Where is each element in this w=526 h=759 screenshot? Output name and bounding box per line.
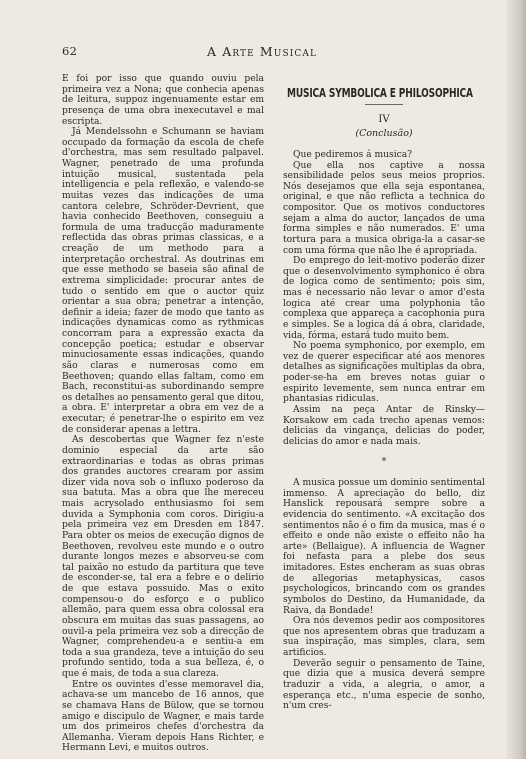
left-column: [62, 74, 264, 754]
page-header: [62, 44, 462, 60]
section-separator: *: [381, 457, 387, 468]
paragraph: As descobertas que Wagner fez n'este dominio especial da arte são extraordinarias e todas as obras primas dos grandes auctores crearam por assim dizer vida nova sob o influxo poderoso da sua batuta. Mas a obra que lhe mereceu mais acrysolado enthusiasmo foi sem duvida a Symphonia com coros. Dirigiu-a pela primeira vez em Dresden em 1847. Para obter os meios de execução dignos de Beethoven, revolveu este mundo e o outro durante longos mezes e absorveu-se com tal paixão no estudo da partitura que teve de esconder-se, tal era a febre e o delirio de que estava possuido. Mas o exito compensou-o do esforço e o publico allemão, para quem essa obra colossal era obscura em muitas das suas passagens, ao ouvil-a pela primeira vez sob a direcção de Wagner, comprehendeu-a e sentiu-a em toda a sua grandeza, teve a intuição do seu profundo sentido, toda a sua belleza, é, o que é mais, de toda a sua clareza.: [62, 435, 264, 679]
section-title: MUSICA SYMBOLICA E PHILOSOPHICA: [287, 86, 473, 100]
right-column: [283, 88, 485, 712]
title-rule: [365, 104, 403, 105]
paragraph: Ora nós devemos pedir aos compositores que nos apresentem obras que traduzam a sua inspiração, mas simples, clara, sem artificios.: [283, 616, 485, 658]
paragraph: A musica possue um dominio sentimental immenso. A apreciação do bello, diz Hanslick repousará sempre sobre a evidencia do sentimento. «A excitação dos sentimentos não é o fim da musica, mas é o effeito e onde não existe o effeito não ha arte» (Bellaigue). A influencia de Wagner foi nefasta para a plebe dos seus imitadores. Estes encheram as suas obras de allegorias metaphysicas, casos psychologicos, brincando com os grandes symbolos do Destino, da Humanidade, da Raiva, da Bondade!: [283, 478, 485, 616]
page-number: 62: [62, 44, 78, 58]
paragraph: E foi por isso que quando ouviu pela primeira vez a Nona; que conhecia apenas de leitura, suppoz ingenuamente estar em presença de uma obra inexecutavel e mal escripta.: [62, 74, 264, 127]
paragraph: Que ella nos captive a nossa sensibilidade pelos seus meios proprios. Nós desejamos que ella seja espontanea, original, e que não reflicta a technica do compositor. Que os motivos conductores sejam a alma do auctor, lançados de uma forma simples e não numerados. E' uma tortura para a musica obriga-la a casar-se com uma fórma que não lhe é apropriada.: [283, 160, 485, 256]
paragraph: Do emprego do leit-motivo poderão dizer que o desenvolvimento symphonico é obra de logica como de sentimento; pois sim, mas é necessario não levar o amor d'esta logica até crear uma polyphonia tão complexa que appareça a cacophonia pura e simples. Se a logica dá á obra, claridade, vida, fórma, estará tudo muito bem.: [283, 256, 485, 341]
running-head: A Arte Musical: [207, 44, 318, 59]
paragraph: Deverão seguir o pensamento de Taine, que dizia que a musica deverá sempre traduzir a vida, a alegria, o amor, a esperança etc., n'uma especie de sonho, n'um cres-: [283, 658, 485, 712]
chapter-subtitle: (Conclusão): [355, 128, 413, 140]
paragraph: Entre os ouvintes d'esse memoravel dia, achava-se um mancebo de 16 annos, que se chamava Hans de Bülow, que se tornou amigo e discipulo de Wagner, e mais tarde um dos primeiros chefes d'orchestra da Allemanha. Vieram depois Hans Richter, e Hermann Levi, e muitos outros.: [62, 679, 264, 754]
paragraph: No poema symphonico, por exemplo, em vez de querer especificar até aos menores detalhes as significações multiplas da obra, poder-se-ha em breves notas guiar o espirito levemente, sem nunca entrar em phantasias ridiculas.: [283, 341, 485, 405]
paragraph: Assim na peça Antar de Rinsky—Korsakow em cada trecho apenas vemos: delicias da vingança, delicias do poder, delicias do amor e nada mais.: [283, 404, 485, 447]
chapter-numeral: IV: [378, 113, 390, 125]
paragraph: Já Mendelssohn e Schumann se haviam occupado da formação da escola de chefe d'orchestra, mas sem resultado palpavel. Wagner, penetrado de uma profunda intuição musical, sustentada pela intelligencia e pela reflexão, e valendo-se muitas vezes das indicações de uma cantora celebre, Schröder-Devrient, que havia conhecido Beethoven, conseguiu a formula de uma traducção maduramente reflectida das obras primas classicas, e a creação de um methodo para a interpretação orchestral. As doutrinas em que esse methodo se baseia são afinal de extrema simplicidade: procurar antes de tudo o sentido em que o auctor quiz orientar a sua obra; penetrar a intenção, definir a ideia; fazer de modo que tanto as indicações dynamicas como as rythmicas concorram para a expressão exacta da concepção poetica; estudar e observar minuciosamente essas indicações, quando são claras e numerosas como em Beethoven; quando ellas faltam, como em Bach, reconstitui-as subordinando sempre os detalhes ao pensamento geral que ditou, a obra. E' interpretar a obra em vez de a executar; é penetrar-lhe o espirito em vez de considerar apenas a lettra.: [62, 127, 264, 435]
page-edge-shadow: [506, 0, 526, 759]
paragraph: Que pediremos á musica?: [293, 149, 413, 160]
